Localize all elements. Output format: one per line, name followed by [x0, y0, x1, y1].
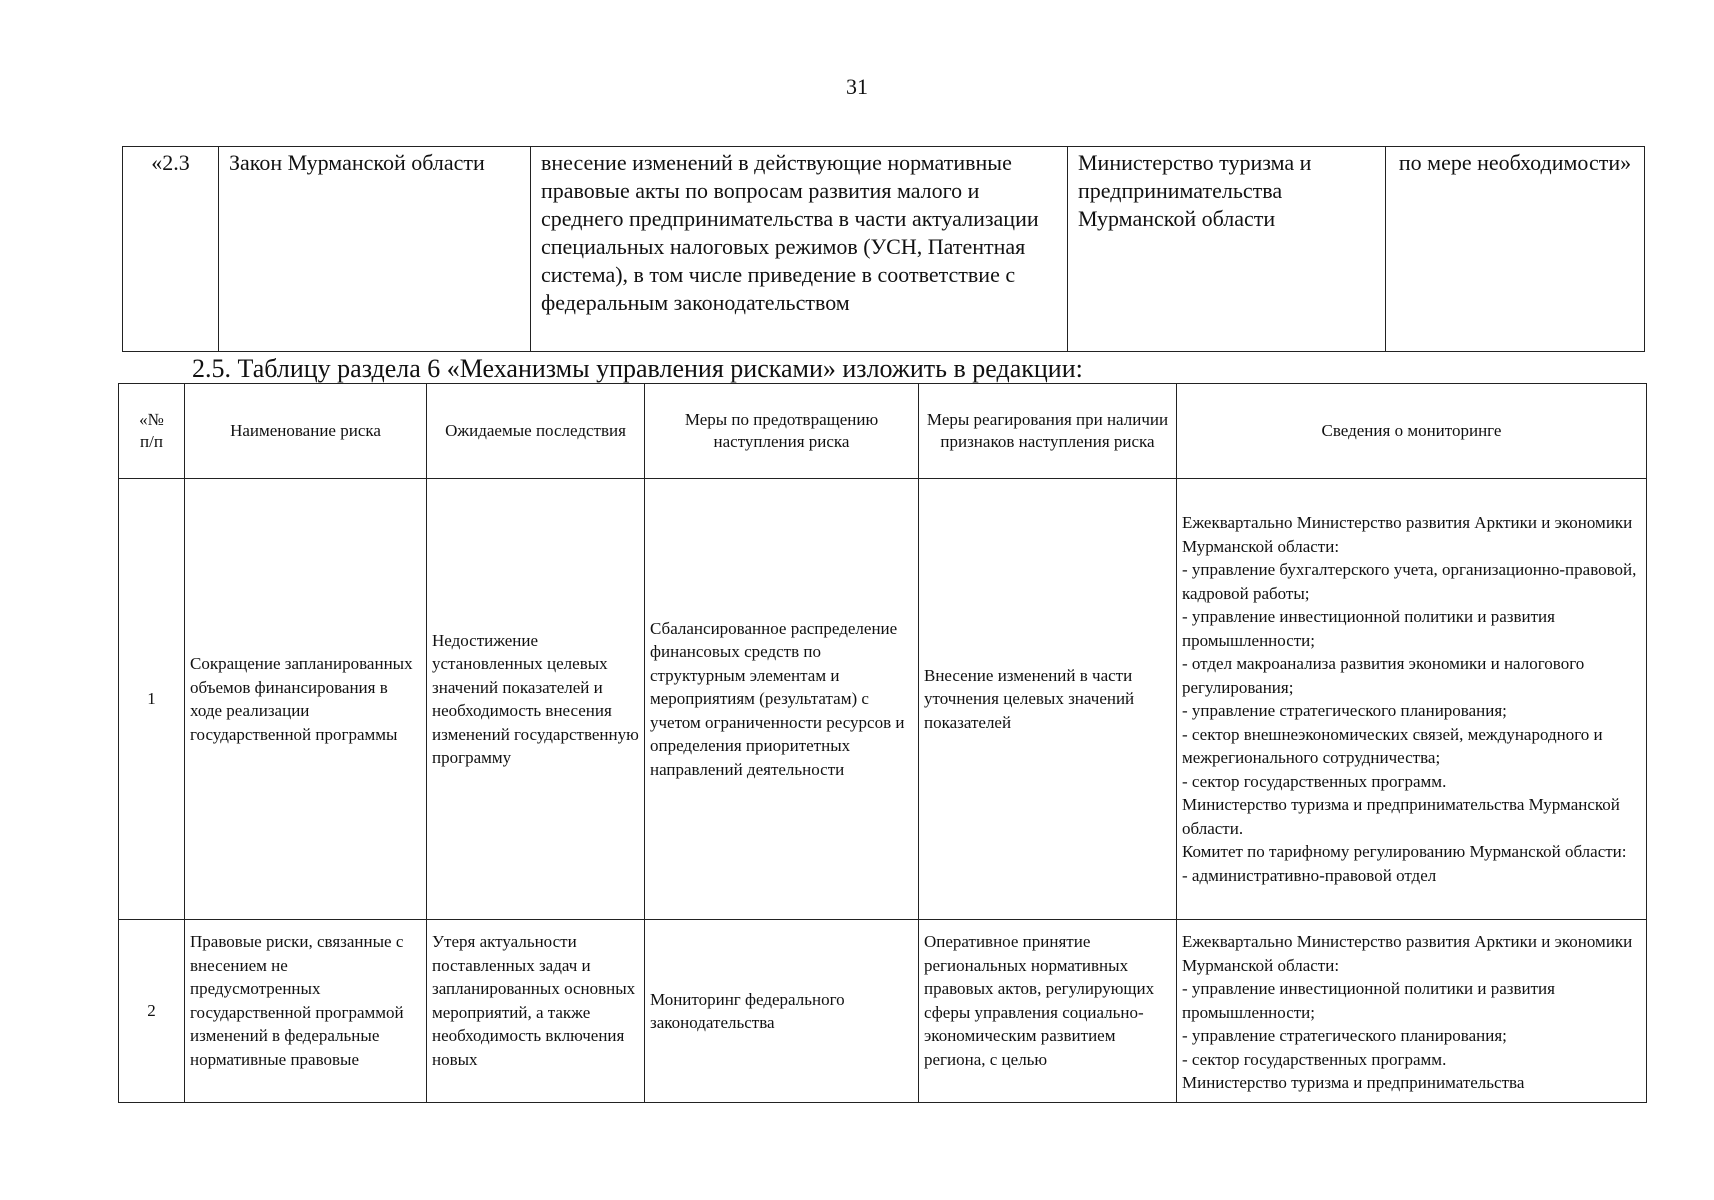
page-number: 31: [846, 74, 868, 99]
section-heading: 2.5. Таблицу раздела 6 «Механизмы управления рисками» изложить в редакции:: [192, 354, 1083, 383]
risk-prevention: Сбалансированное распределение финансовых средств по структурным элементам и мероприятиям (результатам) с учетом ограниченности ресурсов и определения приоритетных направлений деятельности: [645, 479, 919, 920]
risk-response: Внесение изменений в части уточнения целевых значений показателей: [919, 479, 1177, 920]
header-monitoring: Сведения о мониторинге: [1177, 384, 1647, 479]
table-row: [119, 479, 1647, 920]
risk-number: 2: [119, 920, 185, 1103]
document-type: Закон Мурманской области: [219, 147, 531, 352]
table-row: [119, 920, 1647, 1103]
risk-response: Оперативное принятие региональных нормативных правовых актов, регулирующих сферы управления социально-экономическим развитием региона, с целью: [924, 932, 1155, 1069]
risk-name-cell: [185, 920, 427, 1103]
risk-prevention: Мониторинг федерального законодательства: [645, 920, 919, 1103]
risk-management-table: [118, 383, 1647, 1103]
risk-consequences: Утеря актуальности поставленных задач и запланированных основных мероприятий, а также необходимость включения новых: [432, 932, 636, 1069]
risk-consequences-cell: [427, 920, 645, 1103]
table-row: [123, 147, 1645, 352]
risk-consequences: Недостижение установленных целевых значений показателей и необходимость внесения изменений государственную программу: [427, 479, 645, 920]
header-consequences: Ожидаемые последствия: [427, 384, 645, 479]
responsible-executor: Министерство туризма и предпринимательства Мурманской области: [1068, 147, 1386, 352]
header-prevention: Меры по предотвращению наступления риска: [645, 384, 919, 479]
measure-description: внесение изменений в действующие нормативные правовые акты по вопросам развития малого и среднего предпринимательства в части актуализации специальных налоговых режимов (УСН, Патентная система), в том числе приведение в соответствие с федеральным законодательством: [531, 147, 1068, 352]
risk-monitoring-cell: [1177, 920, 1647, 1103]
risk-response-cell: [919, 920, 1177, 1103]
risk-monitoring: Ежеквартально Министерство развития Арктики и экономики Мурманской области: - управление инвестиционной политики и развития промышленности; - управление стратегического планирования; - сектор государственных программ. Министерство туризма и предпринимательства: [1182, 932, 1633, 1092]
header-risk-name: Наименование риска: [185, 384, 427, 479]
table-header-row: [119, 384, 1647, 479]
deadline: по мере необходимости»: [1386, 147, 1645, 352]
header-number: «№ п/п: [119, 384, 185, 479]
risk-name: Правовые риски, связанные с внесением не предусмотренных государственной программой изменений в федеральные нормативные правовые: [190, 932, 404, 1069]
header-response: Меры реагирования при наличии признаков наступления риска: [919, 384, 1177, 479]
risk-monitoring: Ежеквартально Министерство развития Арктики и экономики Мурманской области: - управление бухгалтерского учета, организационно-правовой, кадровой работы; - управление инвестиционной политики и развития промышленности; - отдел макроанализа развития экономики и налогового регулирования; - управление стратегического планирования; - сектор внешнеэкономических связей, международного и межрегионального сотрудничества; - сектор государственных программ. Министерство туризма и предпринимательства Мурманской области. Комитет по тарифному регулированию Мурманской области: - административно-правовой отдел: [1177, 479, 1647, 920]
row-number: «2.3: [123, 147, 219, 352]
risk-name: Сокращение запланированных объемов финансирования в ходе реализации государственной программы: [185, 479, 427, 920]
risk-number: 1: [119, 479, 185, 920]
table-program-row: [122, 146, 1645, 352]
